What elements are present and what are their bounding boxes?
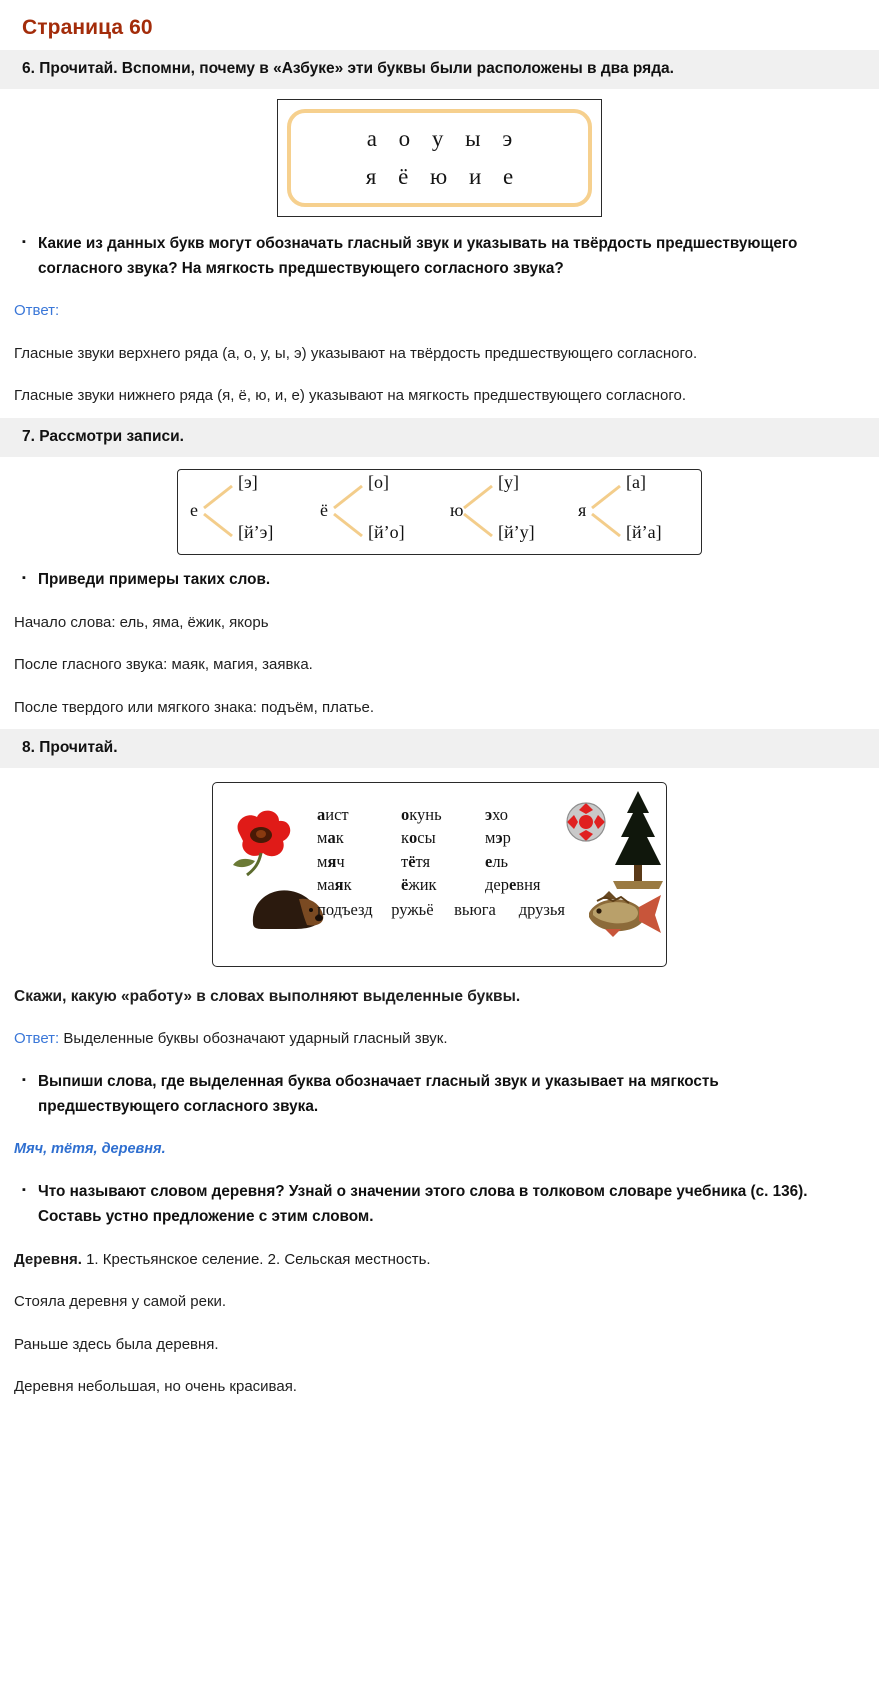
- task-8-answer-row: [0, 1018, 879, 1061]
- word-cell: аист: [317, 805, 349, 825]
- word-cell: эхо: [485, 805, 509, 825]
- word-cell: окунь: [401, 805, 442, 825]
- word-table-container: [0, 768, 879, 975]
- word-cell: мак: [317, 828, 344, 848]
- page-title: Страница 60: [22, 16, 153, 39]
- task-6-answer-label-row: [0, 290, 879, 333]
- word-row-last: [317, 898, 565, 921]
- task-6-bullet: [0, 223, 879, 291]
- phonetic-diagram-frame: [177, 469, 702, 555]
- vowel-box-container: [0, 89, 879, 223]
- bullet-square-icon: ▪: [22, 1184, 26, 1197]
- word-cell: мяч: [317, 851, 345, 871]
- task-8-italic-answer-row: [0, 1128, 879, 1171]
- phonetic-sound-bottom: [й’а]: [626, 521, 662, 542]
- bullet-square-icon: ▪: [22, 1073, 26, 1086]
- phonetic-group-e: [186, 470, 306, 554]
- phonetic-sound-top: [э]: [238, 471, 258, 492]
- example-sentence-2: Раньше здесь была деревня.: [14, 1335, 219, 1353]
- dictionary-word: Деревня.: [14, 1250, 82, 1268]
- vowel-row-soft: я ё ю и е: [365, 163, 522, 189]
- task-7-example-1: Начало слова: ель, яма, ёжик, якорь: [14, 613, 269, 631]
- phonetic-sound-bottom: [й’э]: [238, 521, 274, 542]
- word-cell: маяк: [317, 875, 352, 895]
- word-cell: ружьё: [391, 899, 434, 919]
- task-6-heading: 6. Прочитай. Вспомни, почему в «Азбуке» эти буквы были расположены в два ряда.: [0, 50, 879, 89]
- vowel-inner-rounded-frame: [287, 109, 592, 207]
- task-8-bullet-3: [0, 1171, 879, 1239]
- phonetic-sound-top: [а]: [626, 471, 646, 492]
- soccer-ball-icon: [565, 801, 607, 843]
- example-sentence-1: Стояла деревня у самой реки.: [14, 1293, 227, 1311]
- vowel-outer-frame: [277, 99, 602, 217]
- word-table-frame: [212, 782, 667, 967]
- word-row: [317, 850, 565, 873]
- dictionary-definition: 1. Крестьянское селение. 2. Сельская местность.: [81, 1250, 431, 1268]
- word-row: [317, 873, 565, 896]
- task-8-italic-answer: Мяч, тётя, деревня.: [14, 1141, 166, 1158]
- phonetic-sound-bottom: [й’у]: [498, 521, 535, 542]
- vowel-row-hard: а о у ы э: [366, 125, 521, 151]
- task-6-answer-line-1: Гласные звуки верхнего ряда (а, о, у, ы, э) указывают на твёрдость предшествующего согласного.: [14, 344, 698, 362]
- task-7-heading: 7. Рассмотри записи.: [0, 418, 879, 457]
- word-cell: друзья: [518, 899, 565, 919]
- word-cell: деревня: [485, 875, 541, 895]
- answer-label: Ответ:: [14, 1030, 60, 1048]
- word-columns: [317, 803, 565, 921]
- task-6-answer-line-2: Гласные звуки нижнего ряда (я, ё, ю, и, е) указывают на мягкость предшествующего согласного.: [14, 387, 687, 405]
- phonetic-sound-bottom: [й’о]: [368, 521, 405, 542]
- task-8-bullet-3-text: Что называют словом деревня? Узнай о значении этого слова в толковом словаре учебника (с. 136). Составь устно предложение с этим словом.: [38, 1183, 808, 1225]
- bullet-square-icon: ▪: [22, 571, 26, 584]
- word-cell: ёжик: [401, 875, 437, 895]
- word-cell: мэр: [485, 828, 511, 848]
- word-cell: подъезд: [317, 899, 373, 919]
- word-cell: ель: [485, 851, 509, 871]
- hedgehog-icon: [245, 879, 327, 937]
- task-7-example-3: После твердого или мягкого знака: подъём, платье.: [14, 698, 375, 716]
- phonetic-letter: ё: [320, 499, 328, 520]
- word-cell: вьюга: [454, 899, 496, 919]
- phonetic-group-ya: [574, 470, 694, 554]
- phonetic-sound-top: [о]: [368, 471, 389, 492]
- task-7-bullet-text: Приведи примеры таких слов.: [38, 570, 271, 588]
- task-8-heading: 8. Прочитай.: [0, 729, 879, 768]
- example-sentence-3: Деревня небольшая, но очень красивая.: [14, 1378, 297, 1396]
- phonetic-letter: ю: [450, 499, 464, 520]
- phonetic-letter: я: [578, 499, 587, 520]
- task-6-bullet-text: Какие из данных букв могут обозначать гласный звук и указывать на твёрдость предшествующего согласного звука? На мягкость предшествующего согласного звука?: [38, 234, 798, 277]
- word-cell: косы: [401, 828, 436, 848]
- task-7-example-2: После гласного звука: маяк, магия, заявка.: [14, 656, 313, 674]
- phonetic-diagram-container: [0, 457, 879, 559]
- task-7-bullet: [0, 559, 879, 602]
- task-8-prompt: Скажи, какую «работу» в словах выполняют выделенные буквы.: [14, 988, 521, 1006]
- task-8-bullet-2: [0, 1061, 879, 1129]
- phonetic-group-yu: [446, 470, 566, 554]
- task-8-answer-text: Выделенные буквы обозначают ударный гласный звук.: [59, 1030, 448, 1048]
- bullet-square-icon: ▪: [22, 235, 26, 248]
- fir-tree-icon: [609, 789, 667, 897]
- word-row: [317, 803, 565, 826]
- phonetic-group-yo: [316, 470, 436, 554]
- answer-label: Ответ:: [14, 302, 60, 320]
- dictionary-entry: [0, 1239, 879, 1282]
- poppy-flower-icon: [225, 805, 303, 877]
- word-cell: тётя: [401, 851, 431, 871]
- perch-fish-icon: [575, 887, 663, 941]
- task-8-bullet-2-text: Выпиши слова, где выделенная буква обозначает гласный звук и указывает на мягкость предшествующего согласного звука.: [38, 1072, 719, 1115]
- phonetic-sound-top: [у]: [498, 471, 519, 492]
- phonetic-letter: е: [190, 499, 198, 520]
- word-row: [317, 826, 565, 849]
